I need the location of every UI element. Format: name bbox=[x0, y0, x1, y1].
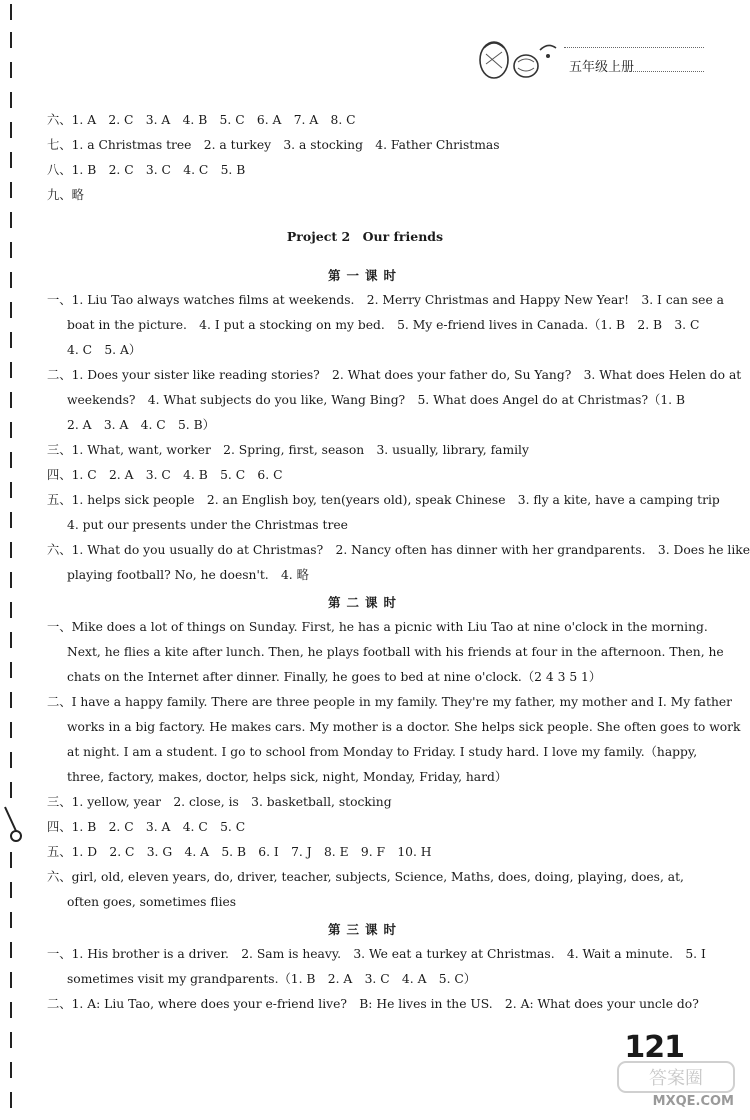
answer-line: 一、1. Liu Tao always watches films at weekends. 2. Merry Christmas and Happy New Year! 3. I can see a bbox=[47, 293, 724, 307]
answer-line: at night. I am a student. I go to school from Monday to Friday. I study hard. I love my family.（happy, bbox=[67, 745, 698, 759]
answer-line: 2. A 3. A 4. C 5. B） bbox=[67, 418, 215, 432]
project-title: Project 2 Our friends bbox=[286, 229, 444, 244]
answer-line: 一、Mike does a lot of things on Sunday. First, he has a picnic with Liu Tao at nine o'clock in the morning. bbox=[47, 620, 708, 634]
header-dotted-rule-2 bbox=[624, 71, 704, 72]
binding-dash-line bbox=[8, 0, 14, 1120]
answer-line: 四、1. B 2. C 3. A 4. C 5. C bbox=[47, 820, 246, 834]
answer-line: sometimes visit my grandparents.（1. B 2. A 3. C 4. A 5. C） bbox=[67, 972, 477, 986]
answer-line: 三、1. What, want, worker 2. Spring, first, season 3. usually, library, family bbox=[47, 443, 529, 457]
answer-line: 4. put our presents under the Christmas tree bbox=[67, 518, 348, 532]
answer-line: 4. C 5. A） bbox=[67, 343, 142, 357]
answer-line: 六、1. A 2. C 3. A 4. B 5. C 6. A 7. A 8. C bbox=[47, 113, 356, 127]
lesson-title: 第一课时 bbox=[327, 268, 402, 283]
watermark-chars: 答案圈 bbox=[649, 1068, 703, 1089]
lesson-title: 第三课时 bbox=[327, 922, 402, 937]
answer-line: 六、1. What do you usually do at Christmas? 2. Nancy often has dinner with her grandparents. 3. Does he like bbox=[47, 543, 750, 557]
decorative-logo-icon bbox=[474, 34, 562, 84]
answer-line: boat in the picture. 4. I put a stocking on my bed. 5. My e-friend lives in Canada.（1. B 2. B 3. C bbox=[67, 318, 700, 332]
answer-line: 八、1. B 2. C 3. C 4. C 5. B bbox=[47, 163, 246, 177]
answer-line: 二、1. Does your sister like reading stories? 2. What does your father do, Su Yang? 3. What does Helen do at bbox=[47, 368, 742, 382]
scissors-mark bbox=[2, 805, 26, 845]
answer-line: 三、1. yellow, year 2. close, is 3. basketball, stocking bbox=[47, 795, 392, 809]
answer-line: weekends? 4. What subjects do you like, Wang Bing? 5. What does Angel do at Christmas?（1. B bbox=[67, 393, 686, 407]
watermark-text: MXQE.COM bbox=[652, 1094, 734, 1109]
lesson-title: 第二课时 bbox=[327, 595, 402, 610]
answer-line: 二、I have a happy family. There are three people in my family. They're my father, my mother and I. My father bbox=[47, 695, 733, 709]
answer-line: 一、1. His brother is a driver. 2. Sam is heavy. 3. We eat a turkey at Christmas. 4. Wait a minute. 5. I bbox=[47, 947, 706, 961]
page-number: 121 bbox=[624, 1030, 684, 1065]
answer-line: 二、1. A: Liu Tao, where does your e-friend live? B: He lives in the US. 2. A: What does your uncle do? bbox=[47, 997, 699, 1011]
answer-line: chats on the Internet after dinner. Finally, he goes to bed at nine o'clock.（2 4 3 5 1） bbox=[67, 670, 602, 684]
answer-line: 四、1. C 2. A 3. C 4. B 5. C 6. C bbox=[47, 468, 283, 482]
answer-line: 五、1. helps sick people 2. an English boy, ten(years old), speak Chinese 3. fly a kite, have a camping trip bbox=[47, 493, 720, 507]
grade-label: 五年级上册 bbox=[569, 60, 635, 75]
answer-line: 七、1. a Christmas tree 2. a turkey 3. a stocking 4. Father Christmas bbox=[47, 138, 500, 152]
page-header bbox=[474, 34, 704, 84]
answer-line: 六、girl, old, eleven years, do, driver, teacher, subjects, Science, Maths, does, doing, playing, does, at, bbox=[47, 870, 684, 884]
answer-line: works in a big factory. He makes cars. My mother is a doctor. She helps sick people. She often goes to work bbox=[67, 720, 741, 734]
answer-line: 五、1. D 2. C 3. G 4. A 5. B 6. I 7. J 8. E 9. F 10. H bbox=[47, 845, 432, 859]
header-dotted-rule bbox=[564, 47, 704, 48]
answer-content bbox=[47, 108, 750, 1017]
answer-line: 九、略 bbox=[47, 188, 84, 202]
answer-line: often goes, sometimes flies bbox=[67, 895, 237, 909]
answer-line: Next, he flies a kite after lunch. Then, he plays football with his friends at four in the afternoon. Then, he bbox=[67, 645, 724, 659]
answer-line: playing football? No, he doesn't. 4. 略 bbox=[67, 568, 309, 582]
answer-line: three, factory, makes, doctor, helps sick, night, Monday, Friday, hard） bbox=[67, 770, 508, 784]
